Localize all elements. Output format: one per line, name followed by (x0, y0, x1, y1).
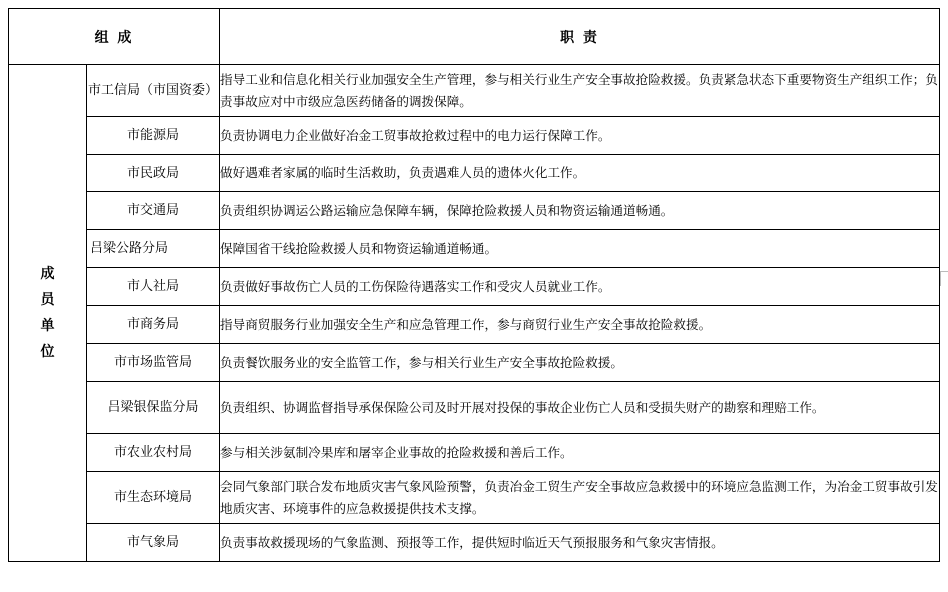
group-char: 单 (40, 318, 55, 334)
group-char: 成 (40, 266, 55, 282)
unit-name: 市农业农村局 (87, 434, 220, 472)
unit-duty: 负责餐饮服务业的安全监管工作，参与相关行业生产安全事故抢险救援。 (220, 344, 940, 382)
unit-duty: 负责协调电力企业做好冶金工贸事故抢救过程中的电力运行保障工作。 (220, 117, 940, 155)
unit-duty: 负责做好事故伤亡人员的工伤保险待遇落实工作和受灾人员就业工作。 (220, 268, 940, 306)
table-row (9, 192, 940, 230)
unit-duty: 指导工业和信息化相关行业加强安全生产管理，参与相关行业生产安全事故抢险救援。负责紧急状态下重要物资生产组织工作；负责事故应对中市级应急医药储备的调拨保障。 (220, 65, 940, 117)
header-duties: 职 责 (220, 9, 940, 65)
unit-name: 市商务局 (87, 306, 220, 344)
unit-duty: 会同气象部门联合发布地质灾害气象风险预警，负责冶金工贸生产安全事故应急救援中的环境应急监测工作，为冶金工贸事故引发地质灾害、环境事件的应急救援提供技术支撑。 (220, 472, 940, 524)
unit-name: 吕梁公路分局 (87, 230, 220, 268)
table-row (9, 117, 940, 155)
table-row (9, 268, 940, 306)
table-row (9, 382, 940, 434)
table-row (9, 65, 940, 117)
unit-duty: 参与相关涉氨制冷果库和屠宰企业事故的抢险救援和善后工作。 (220, 434, 940, 472)
member-units-group-label (9, 65, 87, 562)
unit-duty: 保障国省干线抢险救援人员和物资运输通道畅通。 (220, 230, 940, 268)
unit-duty: 负责事故救援现场的气象监测、预报等工作，提供短时临近天气预报服务和气象灾害情报。 (220, 524, 940, 562)
unit-duty: 做好遇难者家属的临时生活救助，负责遇难人员的遗体火化工作。 (220, 155, 940, 192)
table-row (9, 434, 940, 472)
unit-name: 市气象局 (87, 524, 220, 562)
unit-duty: 负责组织协调运公路运输应急保障车辆，保障抢险救援人员和物资运输通道畅通。 (220, 192, 940, 230)
unit-name: 市生态环境局 (87, 472, 220, 524)
table-row (9, 344, 940, 382)
page-edge-mark (940, 271, 948, 286)
unit-name: 市工信局（市国资委） (87, 65, 220, 117)
unit-name: 市能源局 (87, 117, 220, 155)
unit-name: 市市场监管局 (87, 344, 220, 382)
unit-duty: 指导商贸服务行业加强安全生产和应急管理工作，参与商贸行业生产安全事故抢险救援。 (220, 306, 940, 344)
table-header-row (9, 9, 940, 65)
responsibility-table (8, 8, 940, 562)
unit-name: 吕梁银保监分局 (87, 382, 220, 434)
unit-name: 市人社局 (87, 268, 220, 306)
table-row (9, 472, 940, 524)
group-char: 位 (40, 344, 55, 360)
unit-duty: 负责组织、协调监督指导承保保险公司及时开展对投保的事故企业伤亡人员和受损失财产的勘察和理赔工作。 (220, 382, 940, 434)
header-composition: 组 成 (9, 9, 220, 65)
unit-name: 市民政局 (87, 155, 220, 192)
table-row (9, 230, 940, 268)
table-row (9, 524, 940, 562)
table-row (9, 155, 940, 192)
table-row (9, 306, 940, 344)
unit-name: 市交通局 (87, 192, 220, 230)
group-char: 员 (40, 292, 55, 308)
